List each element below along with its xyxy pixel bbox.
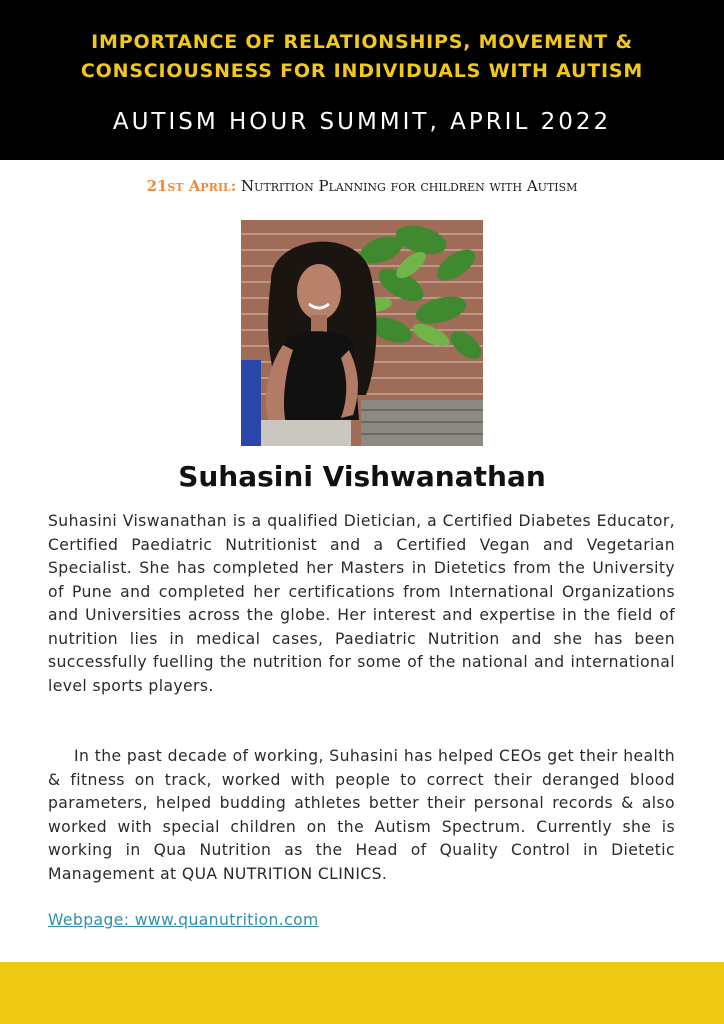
session-date: 21st April:: [146, 177, 237, 195]
speaker-photo: [241, 220, 483, 446]
session-line: [0, 177, 724, 195]
header-banner: [0, 0, 724, 160]
bio-paragraph-1: Suhasini Viswanathan is a qualified Dietician, a Certified Diabetes Educator, Certified Paediatric Nutritionist and a Certified Vegan and Vegetarian Specialist. She has completed her Masters in Dietetics from the University of Pune and completed her certifications from International Organizations and Universities across the globe. Her interest and expertise in the field of nutrition lies in medical cases, Paediatric Nutrition and she has been successfully fuelling the nutrition for some of the national and international level sports players.: [48, 512, 675, 695]
session-topic: Nutrition Planning for children with Autism: [241, 177, 578, 195]
speaker-name: Suhasini Vishwanathan: [178, 460, 546, 493]
footer-band: [0, 962, 724, 1024]
webpage-link[interactable]: Webpage: www.quanutrition.com: [48, 911, 319, 929]
bio-paragraph-2: In the past decade of working, Suhasini has helped CEOs get their health & fitness on track, worked with people to correct their deranged blood parameters, helped budding athletes better their personal records & also worked with special children on the Autism Spectrum. Currently she is working in Qua Nutrition as the Head of Quality Control in Dietetic Management at QUA NUTRITION CLINICS.: [48, 747, 675, 883]
summit-name: AUTISM HOUR SUMMIT, APRIL 2022: [112, 109, 612, 135]
event-title: IMPORTANCE OF RELATIONSHIPS, MOVEMENT & CONSCIOUSNESS FOR INDIVIDUALS WITH AUTISM: [80, 31, 644, 82]
